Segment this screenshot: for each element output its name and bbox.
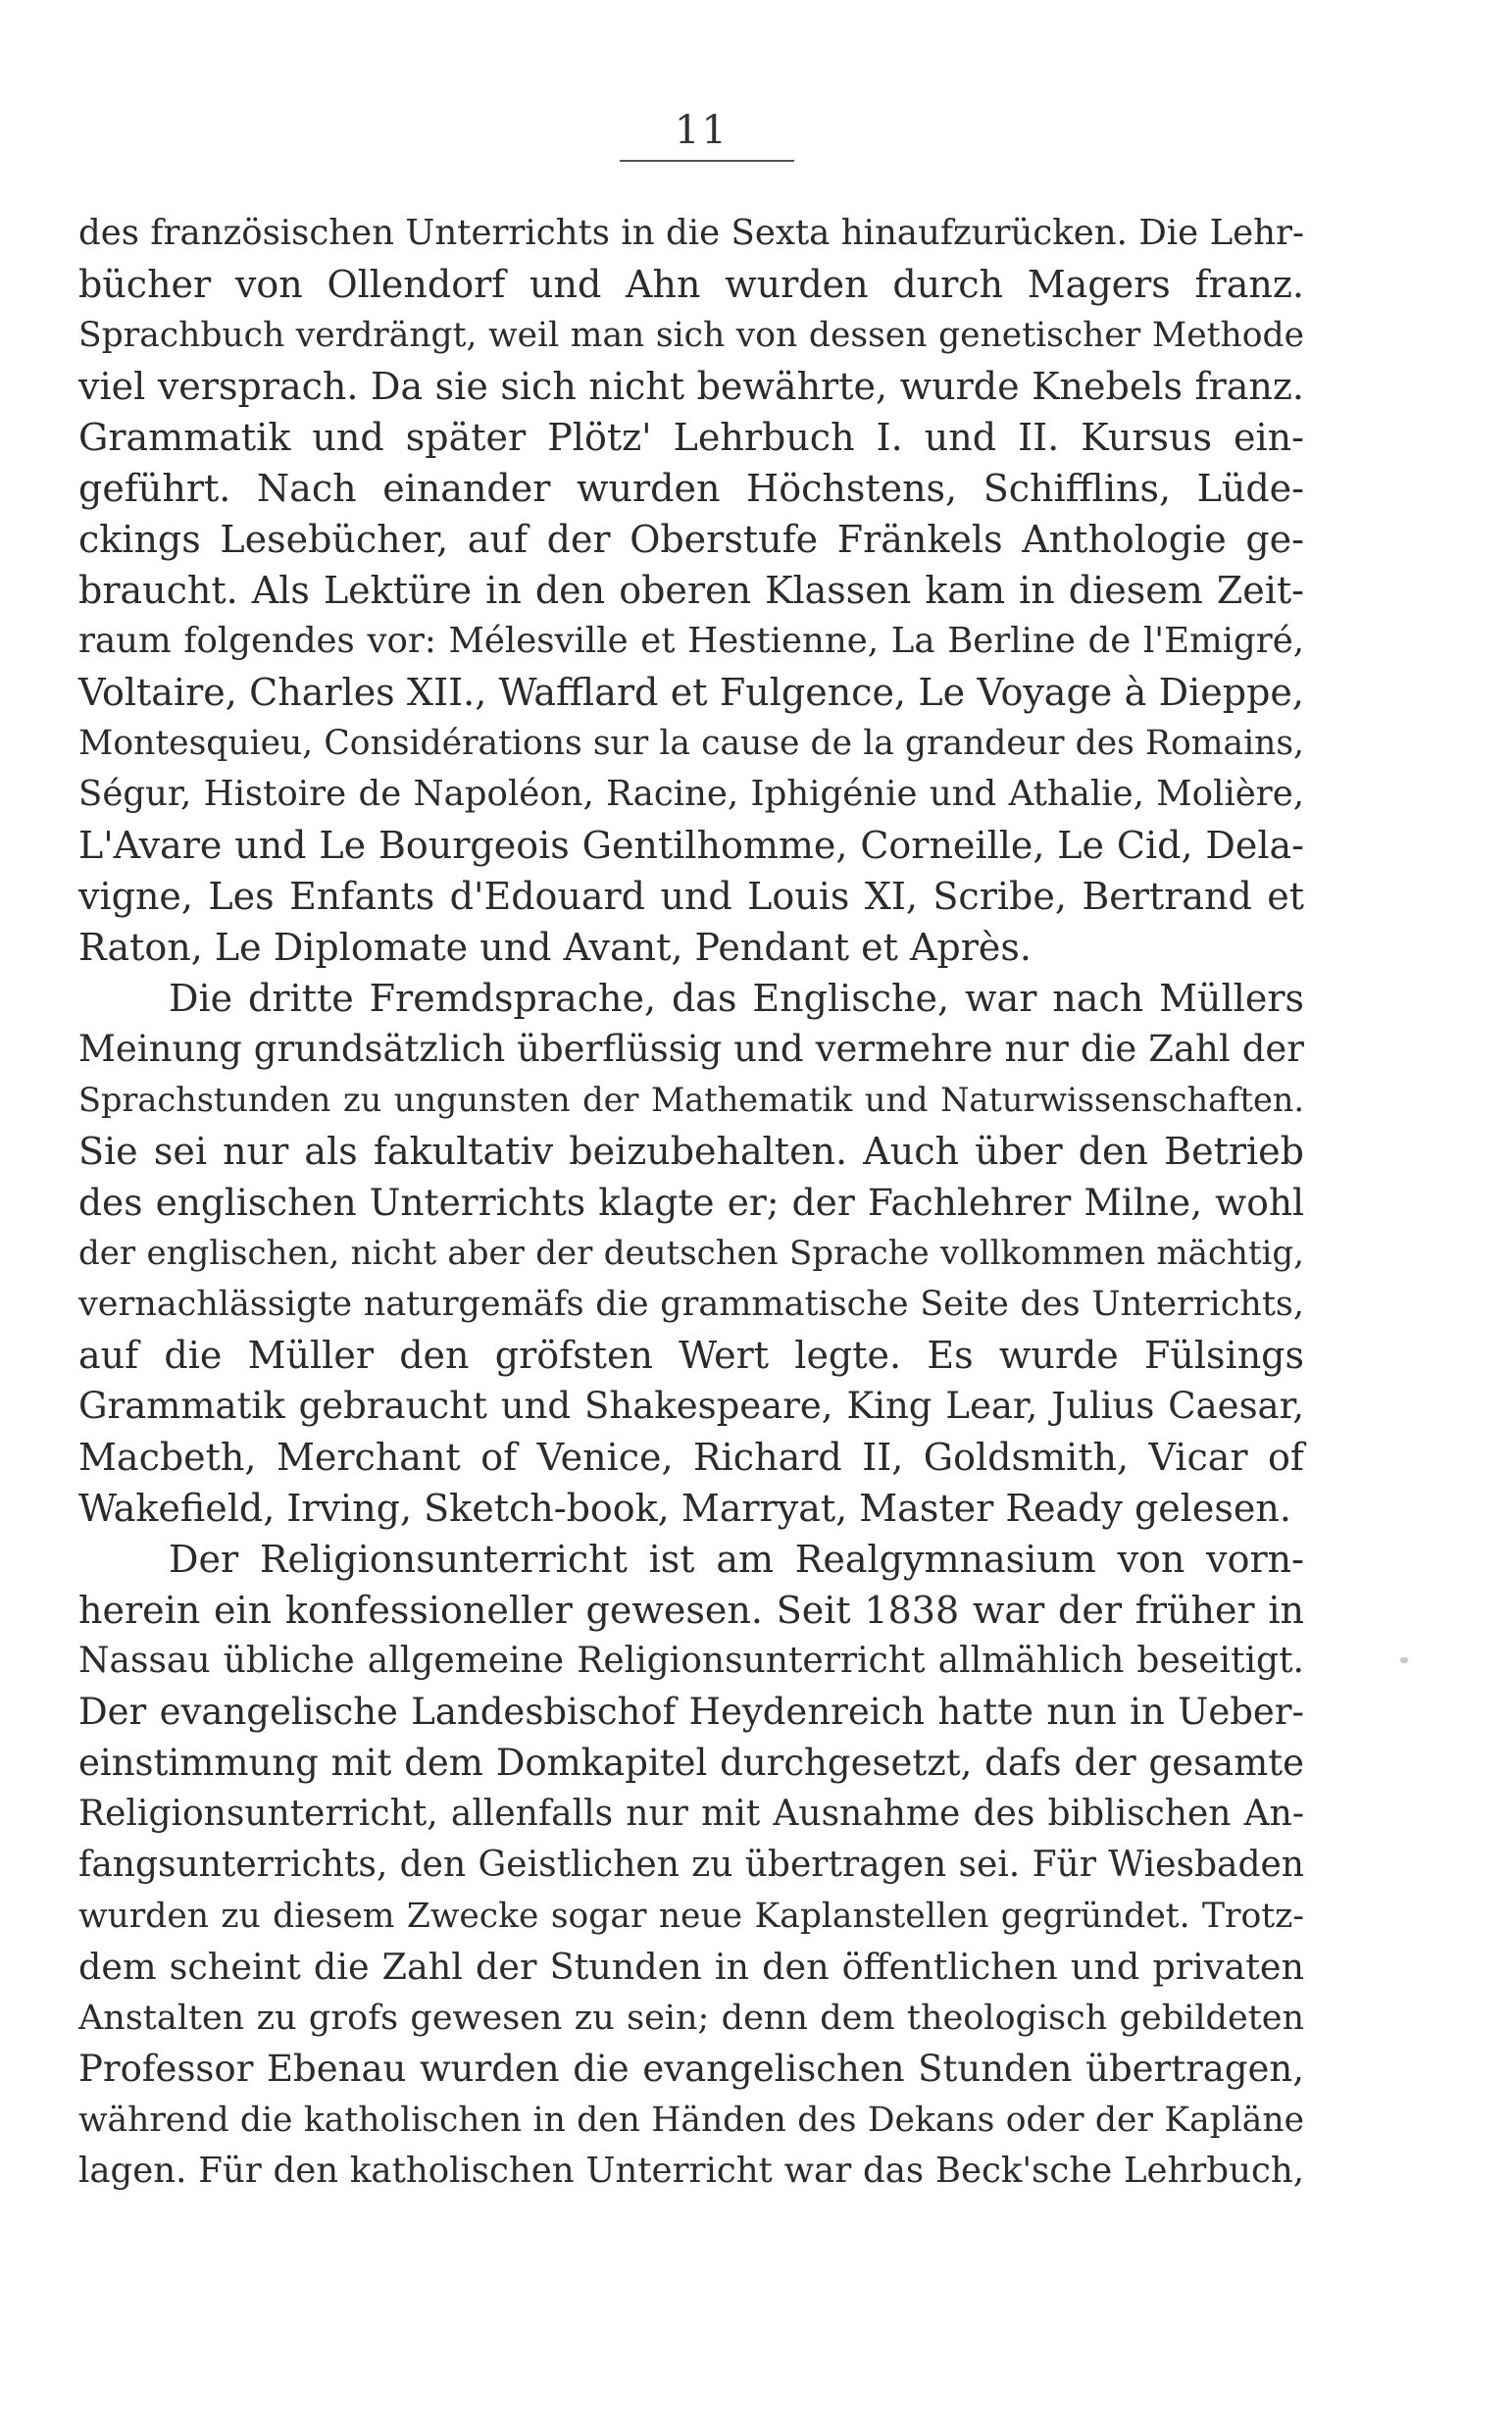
- text-line: Grammatik und später Plötz' Lehrbuch I. und II. Kursus ein-: [78, 416, 1304, 459]
- page-number: 11: [675, 108, 729, 153]
- text-line: Grammatik gebraucht und Shakespeare, King Lear, Julius Caesar,: [78, 1385, 1304, 1427]
- text-line: Sprachstunden zu ungunsten der Mathematik und Naturwissenschaften.: [78, 1081, 1304, 1119]
- text-line: viel versprach. Da sie sich nicht bewährte, wurde Knebels franz.: [78, 365, 1304, 408]
- text-line: Anstalten zu grofs gewesen zu sein; denn dem theologisch gebildeten: [78, 1999, 1304, 2038]
- text-line: Macbeth, Merchant of Venice, Richard II, Goldsmith, Vicar of: [78, 1436, 1304, 1479]
- text-line: bücher von Ollendorf und Ahn wurden durch Magers franz.: [78, 263, 1304, 306]
- body-text: [78, 208, 1304, 2197]
- text-line: herein ein konfessioneller gewesen. Seit 1838 war der früher in: [78, 1589, 1304, 1632]
- text-line: Voltaire, Charles XII., Wafflard et Fulgence, Le Voyage à Dieppe,: [78, 671, 1304, 714]
- paragraph-start-line: Der Religionsunterricht ist am Realgymnasium von vorn-: [169, 1538, 1304, 1581]
- text-line: Religionsunterricht, allenfalls nur mit Ausnahme des biblischen An-: [78, 1794, 1304, 1834]
- text-line: auf die Müller den gröfsten Wert legte. Es wurde Fülsings: [78, 1334, 1304, 1377]
- text-line: Wakefield, Irving, Sketch-book, Marryat, Master Ready gelesen.: [78, 1487, 1291, 1530]
- text-line: Sprachbuch verdrängt, weil man sich von dessen genetischer Methode: [78, 316, 1304, 355]
- text-line: der englischen, nicht aber der deutschen Sprache vollkommen mächtig,: [78, 1234, 1304, 1273]
- text-line: geführt. Nach einander wurden Höchstens, Schifflins, Lüde-: [78, 467, 1304, 510]
- text-line: vernachlässigte naturgemäfs die grammatische Seite des Unterrichts,: [78, 1285, 1304, 1324]
- text-line: wurden zu diesem Zwecke sogar neue Kaplanstellen gegründet. Trotz-: [78, 1897, 1304, 1936]
- text-line: des englischen Unterrichts klagte er; der Fachlehrer Milne, wohl: [78, 1181, 1304, 1224]
- paragraph-start-line: Die dritte Fremdsprache, das Englische, war nach Müllers: [169, 977, 1304, 1020]
- text-line: Montesquieu, Considérations sur la cause de la grandeur des Romains,: [78, 724, 1304, 763]
- text-line: braucht. Als Lektüre in den oberen Klassen kam in diesem Zeit-: [78, 569, 1304, 612]
- text-line: fangsunterrichts, den Geistlichen zu übertragen sei. Für Wiesbaden: [78, 1845, 1304, 1885]
- text-line: Sie sei nur als fakultativ beizubehalten. Auch über den Betrieb: [78, 1130, 1304, 1173]
- text-line: Ségur, Histoire de Napoléon, Racine, Iphigénie und Athalie, Molière,: [78, 774, 1304, 814]
- text-line: Raton, Le Diplomate und Avant, Pendant et Après.: [78, 926, 1032, 969]
- text-line: einstimmung mit dem Domkapitel durchgesetzt, dafs der gesamte: [78, 1742, 1304, 1784]
- text-line: Der evangelische Landesbischof Heydenreich hatte nun in Ueber-: [78, 1691, 1304, 1733]
- text-line: vigne, Les Enfants d'Edouard und Louis XI, Scribe, Bertrand et: [78, 875, 1304, 918]
- text-line: des französischen Unterrichts in die Sexta hinaufzurücken. Die Lehr-: [78, 213, 1304, 253]
- text-line: raum folgendes vor: Mélesville et Hestienne, La Berline de l'Emigré,: [78, 621, 1304, 661]
- page-number-rule: [620, 160, 794, 162]
- margin-speck: [1400, 1657, 1408, 1663]
- text-line: Nassau übliche allgemeine Religionsunterricht allmählich beseitigt.: [78, 1641, 1304, 1681]
- text-line: lagen. Für den katholischen Unterricht war das Beck'sche Lehrbuch,: [78, 2151, 1304, 2191]
- text-line: dem scheint die Zahl der Stunden in den öffentlichen und privaten: [78, 1946, 1304, 1988]
- text-line: Professor Ebenau wurden die evangelischen Stunden übertragen,: [78, 2048, 1304, 2090]
- text-line: ckings Lesebücher, auf der Oberstufe Fränkels Anthologie ge-: [78, 518, 1304, 561]
- text-line: L'Avare und Le Bourgeois Gentilhomme, Corneille, Le Cid, Dela-: [78, 824, 1304, 867]
- text-line: Meinung grundsätzlich überflüssig und vermehre nur die Zahl der: [78, 1028, 1304, 1070]
- text-line: während die katholischen in den Händen des Dekans oder der Kapläne: [78, 2101, 1304, 2140]
